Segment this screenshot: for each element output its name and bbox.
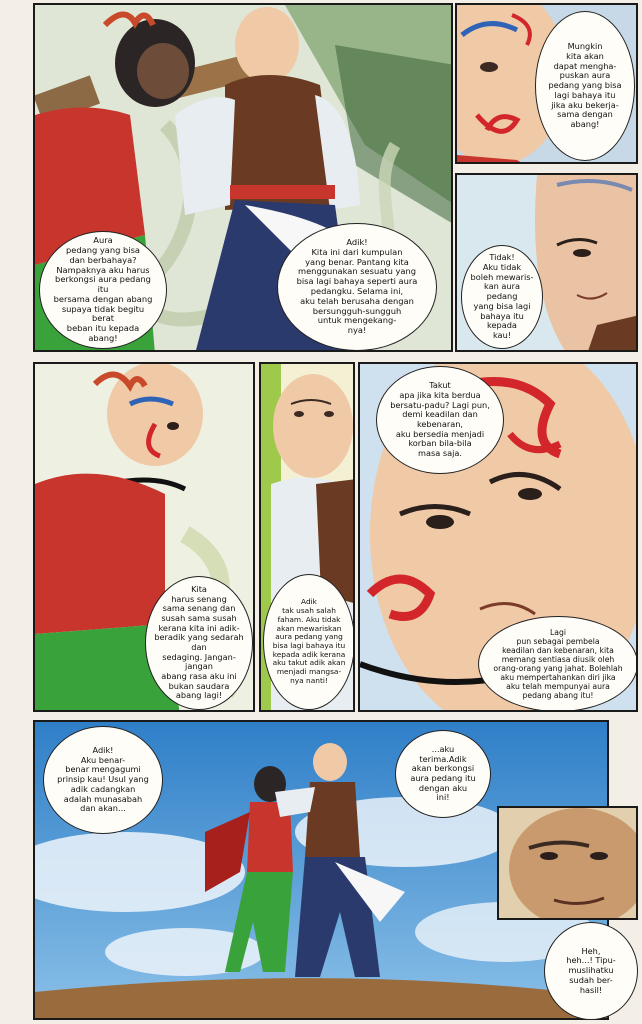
panel-4 — [33, 362, 255, 712]
speech-bubble: Heh, heh...! Tipu- muslihatku sudah ber- hasil! — [544, 922, 638, 1020]
panel-8 — [497, 806, 638, 920]
speech-bubble: Mungkin kita akan dapat mengha- puskan aura pedang yang bisa lagi bahaya itu jika aku bekerja- sama dengan abang! — [535, 11, 635, 161]
speech-bubble: Aura pedang yang bisa dan berbahaya? Nampaknya aku harus berkongsi aura pedang itu bersama dengan abang supaya tidak begitu berat beban itu kepada abang! — [39, 231, 167, 349]
speech-bubble: Adik! Aku benar- benar mengagumi prinsip kau! Usul yang adik cadangkan adalah munasabah dan akan... — [43, 726, 163, 834]
panel-1 — [33, 3, 453, 352]
panel-3 — [455, 173, 638, 352]
speech-bubble: ...aku terima.Adik akan berkongsi aura pedang itu dengan aku ini! — [395, 730, 491, 818]
speech-bubble: Takut apa jika kita berdua bersatu-padu? Lagi pun, demi keadilan dan kebenaran, aku bersedia menjadi korban bila-bila masa saja. — [376, 366, 504, 474]
speech-bubble: Kita harus senang sama senang dan susah sama susah kerana kita ini adik- beradik yang sedarah dan sedaging. Jangan-jangan abang rasa aku ini bukan saudara abang lagi! — [145, 576, 253, 710]
speech-bubble: Adik! Kita ini dari kumpulan yang benar. Pantang kita menggunakan sesuatu yang bisa lagi bahaya seperti aura pedangku. Selama ini, aku telah berusaha dengan bersungguh-sungguh untuk mengekang- nya! — [277, 223, 437, 351]
speech-bubble: Adik tak usah salah faham. Aku tidak akan mewariskan aura pedang yang bisa lagi bahaya itu kepada adik kerana aku takut adik akan menjadi mangsa- nya nanti! — [263, 574, 355, 710]
panel-2 — [455, 3, 638, 164]
speech-bubble: Lagi pun sebagai pembela keadilan dan kebenaran, kita memang sentiasa diusik oleh orang-orang yang jahat. Bolehlah aku mempertahankan diri jika aku telah mempunyai aura pedang abang itu! — [478, 616, 638, 712]
panel-8-art — [499, 808, 638, 920]
speech-bubble: Tidak! Aku tidak boleh mewaris- kan aura pedang yang bisa lagi bahaya itu kepada kau! — [461, 245, 543, 349]
panel-5 — [259, 362, 355, 712]
panel-6 — [358, 362, 638, 712]
